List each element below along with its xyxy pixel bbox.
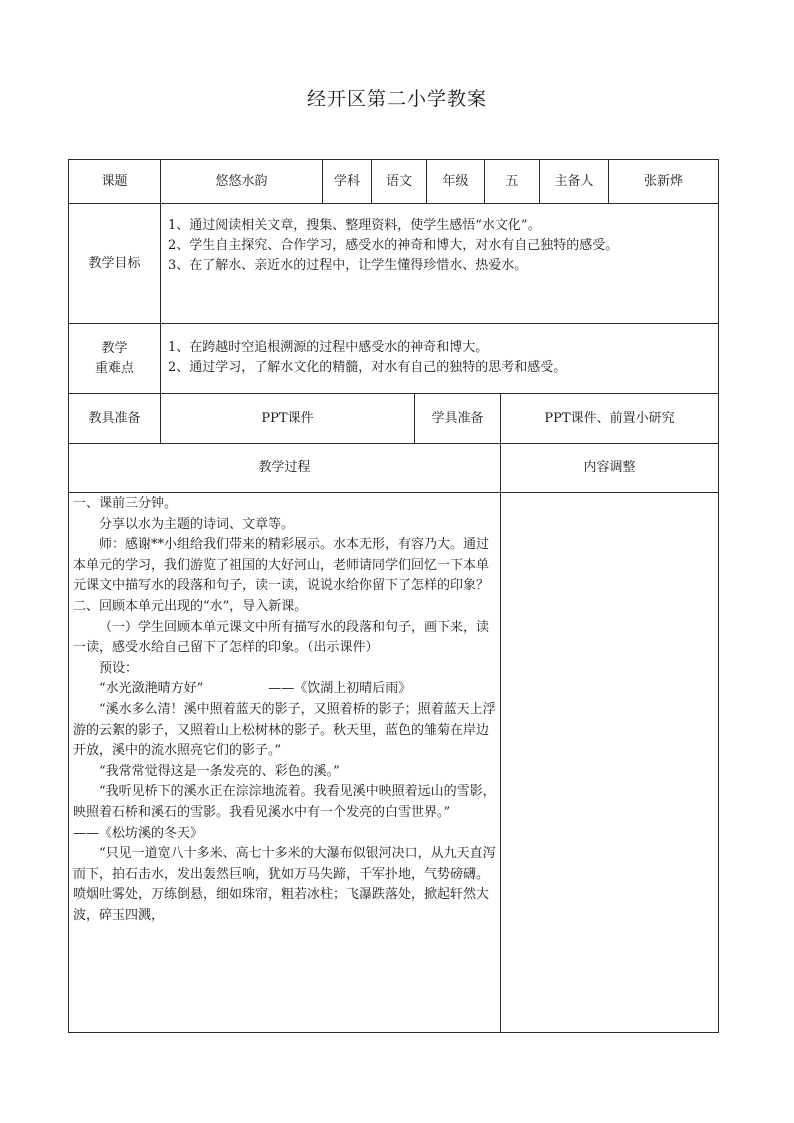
key-points-list (168, 338, 708, 378)
goal-item: 2、学生自主探究、合作学习，感受水的神奇和博大，对水有自己独特的感受。 (168, 238, 619, 253)
lead-teacher-value: 张新烨 (643, 173, 683, 189)
adjust-header: 内容调整 (583, 460, 636, 475)
goal-item: 1、通过阅读相关文章，搜集、整理资料，使学生感悟“水文化”。 (168, 218, 541, 233)
lead-teacher-label: 主备人 (554, 173, 594, 189)
key-point-item: 1、在跨越时空追根溯源的过程中感受水的神奇和博大。 (168, 340, 489, 355)
teacher-prep-value: PPT课件 (261, 410, 314, 426)
goal-item: 3、在了解水、亲近水的过程中，让学生懂得珍惜水、热爱水。 (168, 258, 528, 273)
key-points-label-line2: 重难点 (94, 360, 134, 376)
key-points-label-line1: 教学 (101, 340, 128, 356)
grade-label: 年级 (442, 173, 469, 189)
goals-list (168, 216, 708, 276)
process-header: 教学过程 (258, 460, 311, 475)
student-prep-label: 学具准备 (431, 410, 484, 426)
student-prep-value: PPT课件、前置小研究 (544, 410, 675, 426)
process-line: “我常常觉得这是一条发亮的、彩色的溪。” (99, 763, 340, 779)
subject-label: 学科 (333, 173, 360, 189)
process-line: 一、课前三分钟。 (73, 496, 178, 511)
process-line: 预设： (99, 660, 139, 676)
process-line: “溪水多么清！溪中照着蓝天的影子，又照着桥的影子；照着蓝天上浮游的云絮的影子，又照着山上松树林的影子。秋天里，蓝色的雏菊在岸边开放，溪中的流水照亮它们的影子。” (73, 701, 496, 759)
topic-label: 课题 (101, 173, 128, 189)
adjust-content (501, 493, 718, 1032)
process-line: “只见一道宽八十多米、高七十多米的大瀑布似银河决口，从九天直泻而下，拍石击水，发出轰然巨响，犹如万马失蹄，千军扑地，气势磅礴。喷烟吐雾处，万练倒悬，细如珠帘，粗若冰柱；飞瀑跌落处，掀起轩然大波，碎玉四溅， (73, 846, 496, 923)
key-points-label (69, 324, 160, 393)
process-line: “我听见桥下的溪水正在淙淙地流着。我看见溪中映照着远山的雪影，映照着石桥和溪石的雪影。我看见溪水中有一个发亮的白雪世界。” ——《松坊溪的冬天》 (73, 784, 607, 841)
grade-value: 五 (505, 173, 519, 189)
topic-value: 悠悠水韵 (215, 173, 268, 189)
key-point-item: 2、通过学习，了解水文化的精髓，对水有自己的独特的思考和感受。 (168, 360, 567, 375)
teacher-prep-label: 教具准备 (88, 410, 141, 426)
page-title: 经开区第二小学教案 (306, 88, 487, 110)
process-line: 二、回顾本单元出现的“水”，导入新课。 (73, 598, 308, 614)
process-line: 师：感谢**小组给我们带来的精彩展示。水本无形，有容乃大。通过本单元的学习，我们游览了祖国的大好河山，老师请同学们回忆一下本单元课文中描写水的段落和句子，读一读，说说水给你留下了怎样的印象？ (73, 537, 490, 594)
goals-label: 教学目标 (88, 255, 141, 271)
process-content (73, 494, 607, 1030)
process-line: （一）学生回顾本单元课文中所有描写水的段落和句子，画下来，读一读，感受水给自己留下了怎样的印象。（出示课件） (73, 619, 490, 656)
process-line: “水光潋滟晴方好” ——《饮湖上初晴后雨》 (99, 681, 412, 697)
subject-value: 语文 (385, 173, 412, 189)
process-line: 分享以水为主题的诗词、文章等。 (99, 516, 295, 532)
